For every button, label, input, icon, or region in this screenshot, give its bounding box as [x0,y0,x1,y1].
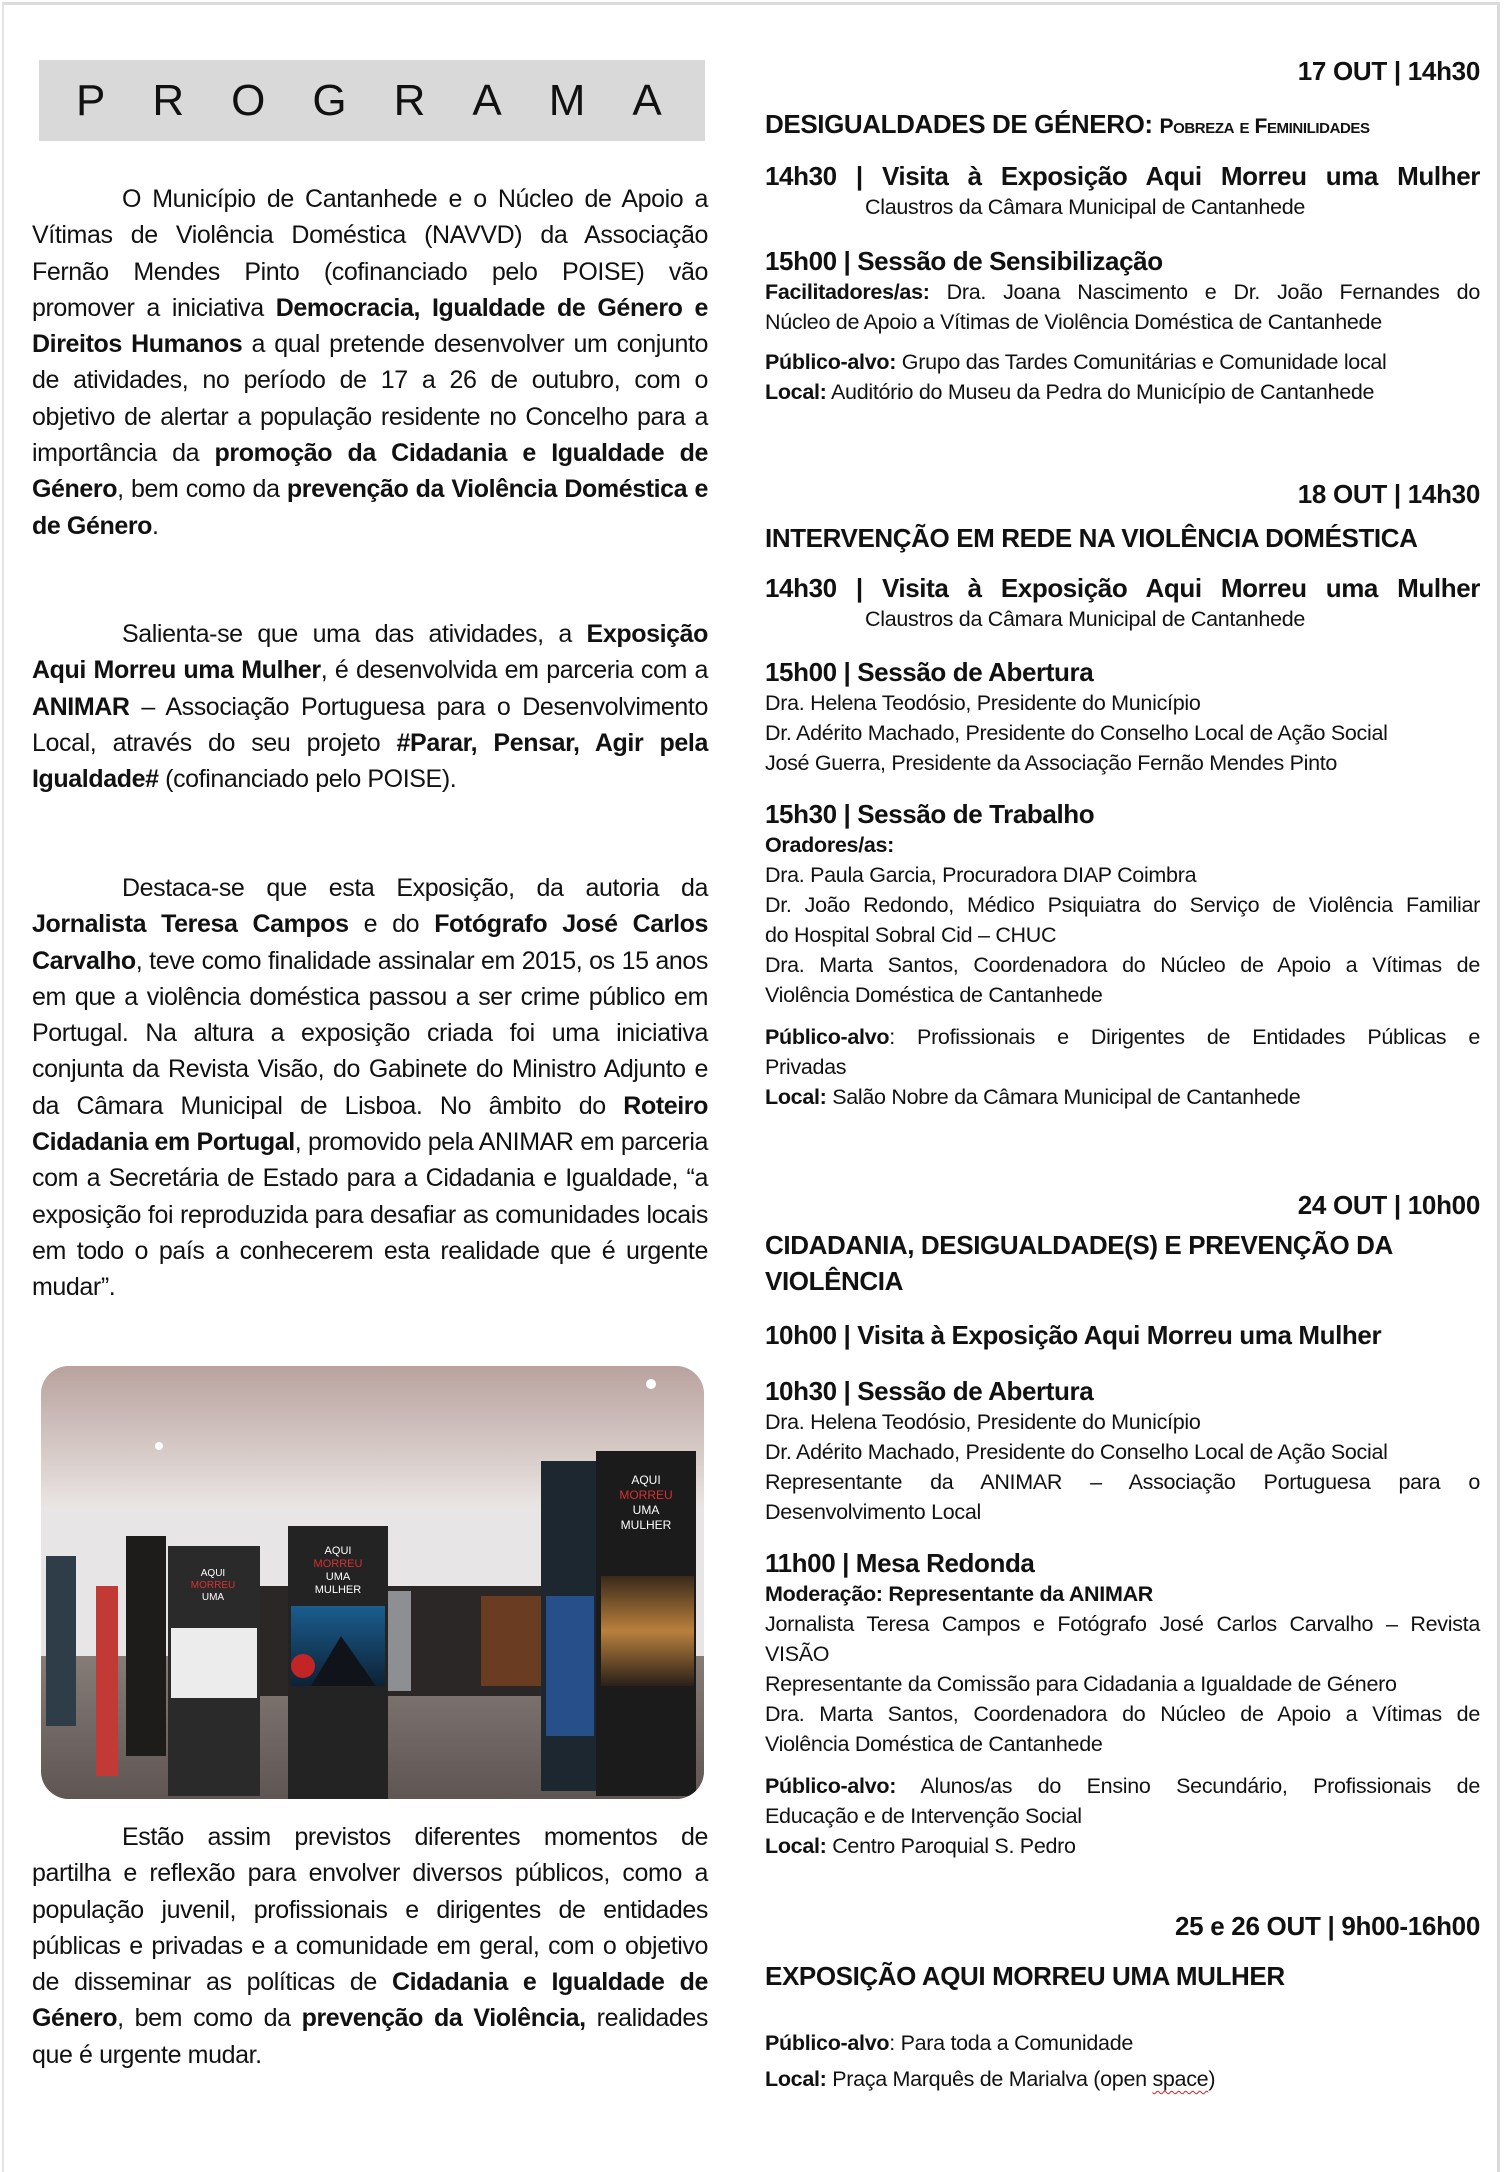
location-text: Auditório do Museu da Pedra do Município de Cantanhede [831,380,1375,404]
body-text: , bem como da [117,2004,302,2033]
svg-text:MORREU: MORREU [190,1580,236,1591]
speaker-line: Dra. Paula Garcia, Procuradora DIAP Coimbra [765,863,1197,887]
body-text: Salienta-se que uma das atividades, a [122,620,587,648]
emphasis-text: prevenção da Violência Doméstica e de Género [32,475,708,540]
session-time: 10h30 | Sessão de Abertura [765,1376,1094,1406]
location-text: Centro Paroquial S. Pedro [832,1834,1076,1858]
body-text: , bem como da [117,475,287,504]
body-text: realidades que é urgente mudar. [32,2004,709,2069]
speaker-line: Dra. Marta Santos, Coordenadora do Núcleo de Apoio a Vítimas de [765,953,1480,977]
program-day-2 [765,478,1480,1112]
audience-text: : Para toda a Comunidade [889,2031,1134,2055]
speaker-line: Representante da ANIMAR – Associação Portuguesa para o [765,1470,1480,1494]
speaker-line: Dra. Marta Santos, Coordenadora do Núcleo de Apoio a Vítimas de [765,1702,1480,1726]
svg-text:UMA: UMA [201,1592,225,1603]
emphasis-text: prevenção da Violência, [301,2004,586,2033]
exhibition-photo-drawing [41,1366,704,1799]
paragraph-text [32,870,708,1306]
location-text: Salão Nobre da Câmara Municipal de Cantanhede [832,1085,1301,1109]
body-text: (cofinanciado pelo POISE). [158,765,457,794]
speaker-line: Dra. Helena Teodósio, Presidente do Município [765,1410,1201,1434]
day-date: 24 OUT | 10h00 [1297,1190,1480,1220]
emphasis-text: Exposição Aqui Morreu uma Mulher [32,620,708,685]
exhibition-photo [41,1366,704,1799]
location-text: Praça Marquês de Marialva (open [832,2067,1153,2091]
location [765,1082,1480,1112]
emphasis-text: promoção da Cidadania e Igualdade de Género [32,439,708,504]
emphasis-text: Fotógrafo José Carlos Carvalho [32,910,709,975]
body-text: Destaca-se que esta Exposição, da autoria da [122,874,708,902]
audience [765,1022,1480,1052]
session-time: 14h30 | Visita à Exposição Aqui Morreu uma Mulher [765,161,1480,191]
day-title-main: DESIGUALDADES DE GÉNERO: [765,109,1153,139]
location [765,2064,1480,2094]
body-text: Estão assim previstos diferentes momentos de partilha e reflexão para envolver diversos públicos, como a população juvenil, profissionais e dirigentes de entidades públicas e privadas e a comunidade em geral, com o objetivo de disseminar as políticas de [32,1823,708,1997]
session-time: 15h00 | Sessão de Sensibilização [765,246,1163,276]
location-label: Local: [765,1085,827,1109]
svg-text:AQUI: AQUI [324,1545,352,1557]
audience-text: Alunos/as do Ensino Secundário, Profissionais de [896,1774,1480,1798]
speaker-line: Dra. Helena Teodósio, Presidente do Município [765,691,1201,715]
day-date: 25 e 26 OUT | 9h00-16h00 [1174,1911,1480,1941]
location [765,1831,1480,1861]
emphasis-text: ANIMAR [32,692,130,721]
svg-text:AQUI: AQUI [631,1473,661,1487]
svg-text:MORREU: MORREU [619,1488,673,1502]
audience-cont: Privadas [765,1055,847,1079]
svg-text:UMA: UMA [325,1571,351,1583]
day-title [765,106,1480,145]
spellcheck-underlined-word: space [1152,2067,1209,2091]
speaker-line: Dr. Adérito Machado, Presidente do Conselho Local de Ação Social [765,721,1388,745]
speaker-line: VISÃO [765,1642,830,1666]
intro-paragraph-1 [32,181,708,544]
svg-text:UMA: UMA [632,1503,660,1517]
program-day-4 [765,1910,1480,2094]
facilitators-text: Dra. Joana Nascimento e Dr. João Fernandes do [946,280,1480,304]
body-text: – Associação Portuguesa para o Desenvolvimento Local, através do seu projeto [32,692,708,757]
location-label: Local: [765,2067,827,2091]
location-text-end: ) [1208,2067,1216,2091]
facilitators-label: Facilitadores/as: [765,280,930,304]
intro-paragraph-2 [32,616,708,797]
audience-label: Público-alvo: [765,1774,897,1798]
day-title: EXPOSIÇÃO AQUI MORREU UMA MULHER [765,1961,1285,1991]
audience [765,347,1480,377]
speaker-line: Dr. Adérito Machado, Presidente do Conselho Local de Ação Social [765,1440,1388,1464]
program-day-3 [765,1189,1480,1861]
svg-text:MULHER: MULHER [620,1518,672,1532]
emphasis-text: Roteiro Cidadania em Portugal [32,1091,708,1157]
svg-text:MULHER: MULHER [314,1584,362,1596]
speaker-line: do Hospital Sobral Cid – CHUC [765,923,1057,947]
body-text: O Município de Cantanhede e o Núcleo de Apoio a Vítimas de Violência Doméstica (NAVVD) da Associação Fernão Mendes Pinto (cofinanciado pelo POISE) vão promover a iniciativa [32,185,708,322]
body-text: a qual pretende desenvolver um conjunto de atividades, no período de 17 a 26 de outubro, com o objetivo de alertar a população residente no Concelho para a importância da [32,330,709,468]
speakers-label: Oradores/as: [765,833,895,857]
day-title-sub: Pobreza e Feminilidades [1159,115,1370,138]
emphasis-text: Cidadania e Igualdade de Género [32,1968,708,2033]
audience-label: Público-alvo: [765,350,897,374]
audience-cont: Educação e de Intervenção Social [765,1804,1082,1828]
emphasis-text: Jornalista Teresa Campos [32,910,349,939]
body-text: , é desenvolvida em parceria com a [320,656,708,685]
body-text: , promovido pela ANIMAR em parceria com a Secretária de Estado para a Cidadania e Igualdade, “a exposição foi reproduzida para desafiar as comunidades locais em todo o país a conhecerem esta realidade que é urgente mudar”. [32,1128,708,1302]
audience-label: Público-alvo [765,2031,890,2055]
intro-paragraph-3 [32,870,708,1306]
session-time: 11h00 | Mesa Redonda [765,1548,1035,1578]
session-facilitators [765,277,1480,307]
session-time: 10h00 | Visita à Exposição Aqui Morreu uma Mulher [765,1320,1382,1350]
session-time: 15h30 | Sessão de Trabalho [765,799,1095,829]
day-date: 17 OUT | 14h30 [1297,56,1480,86]
emphasis-text: Democracia, Igualdade de Género e Direitos Humanos [32,293,708,359]
speaker-line: Representante da Comissão para Cidadania a Igualdade de Género [765,1672,1397,1696]
session-place: Claustros da Câmara Municipal de Cantanhede [865,195,1306,219]
day-title-cont: VIOLÊNCIA [765,1266,903,1296]
speaker-line: José Guerra, Presidente da Associação Fernão Mendes Pinto [765,751,1338,775]
speaker-line: Violência Doméstica de Cantanhede [765,1732,1103,1756]
svg-text:AQUI: AQUI [200,1568,226,1579]
audience-label: Público-alvo [765,1025,890,1049]
body-text: e do [348,910,435,939]
paragraph-text [32,616,708,797]
paragraph-text [32,181,708,544]
speaker-line: Desenvolvimento Local [765,1500,981,1524]
emphasis-text: #Parar, Pensar, Agir pela Igualdade# [32,728,708,794]
session-facilitators-cont: Núcleo de Apoio a Vítimas de Violência Doméstica de Cantanhede [765,310,1382,334]
program-day-1 [765,55,1480,407]
session-place: Claustros da Câmara Municipal de Cantanhede [865,607,1306,631]
speaker-line: Violência Doméstica de Cantanhede [765,983,1103,1007]
speaker-line: Jornalista Teresa Campos e Fotógrafo José Carlos Carvalho – Revista [765,1612,1480,1636]
location [765,377,1480,407]
body-text: , teve como finalidade assinalar em 2015, os 15 anos em que a violência doméstica passou a ser crime público em Portugal. Na altura a exposição criada foi uma iniciativa conjunta da Revista Visão, do Gabinete do Ministro Adjunto e da Câmara Municipal de Lisboa. No âmbito do [32,946,708,1120]
moderator: Moderação: Representante da ANIMAR [765,1582,1154,1606]
day-title: CIDADANIA, DESIGUALDADE(S) E PREVENÇÃO DA [765,1230,1393,1260]
audience-text: Grupo das Tardes Comunitárias e Comunidade local [901,350,1387,374]
session-time: 15h00 | Sessão de Abertura [765,657,1094,687]
audience [765,1771,1480,1801]
paragraph-text [32,1819,708,2073]
audience [765,2028,1480,2058]
intro-paragraph-4 [32,1819,708,2073]
page-title: PROGRAMA [76,76,709,125]
body-text: . [152,511,159,540]
location-label: Local: [765,380,827,404]
day-date: 18 OUT | 14h30 [1297,479,1480,509]
audience-text: : Profissionais e Dirigentes de Entidades Públicas e [889,1025,1480,1049]
session-time: 14h30 | Visita à Exposição Aqui Morreu uma Mulher [765,573,1480,603]
location-label: Local: [765,1834,827,1858]
speaker-line: Dr. João Redondo, Médico Psiquiatra do Serviço de Violência Familiar [765,893,1480,917]
day-title: INTERVENÇÃO EM REDE NA VIOLÊNCIA DOMÉSTICA [765,523,1418,553]
svg-text:MORREU: MORREU [313,1558,363,1570]
